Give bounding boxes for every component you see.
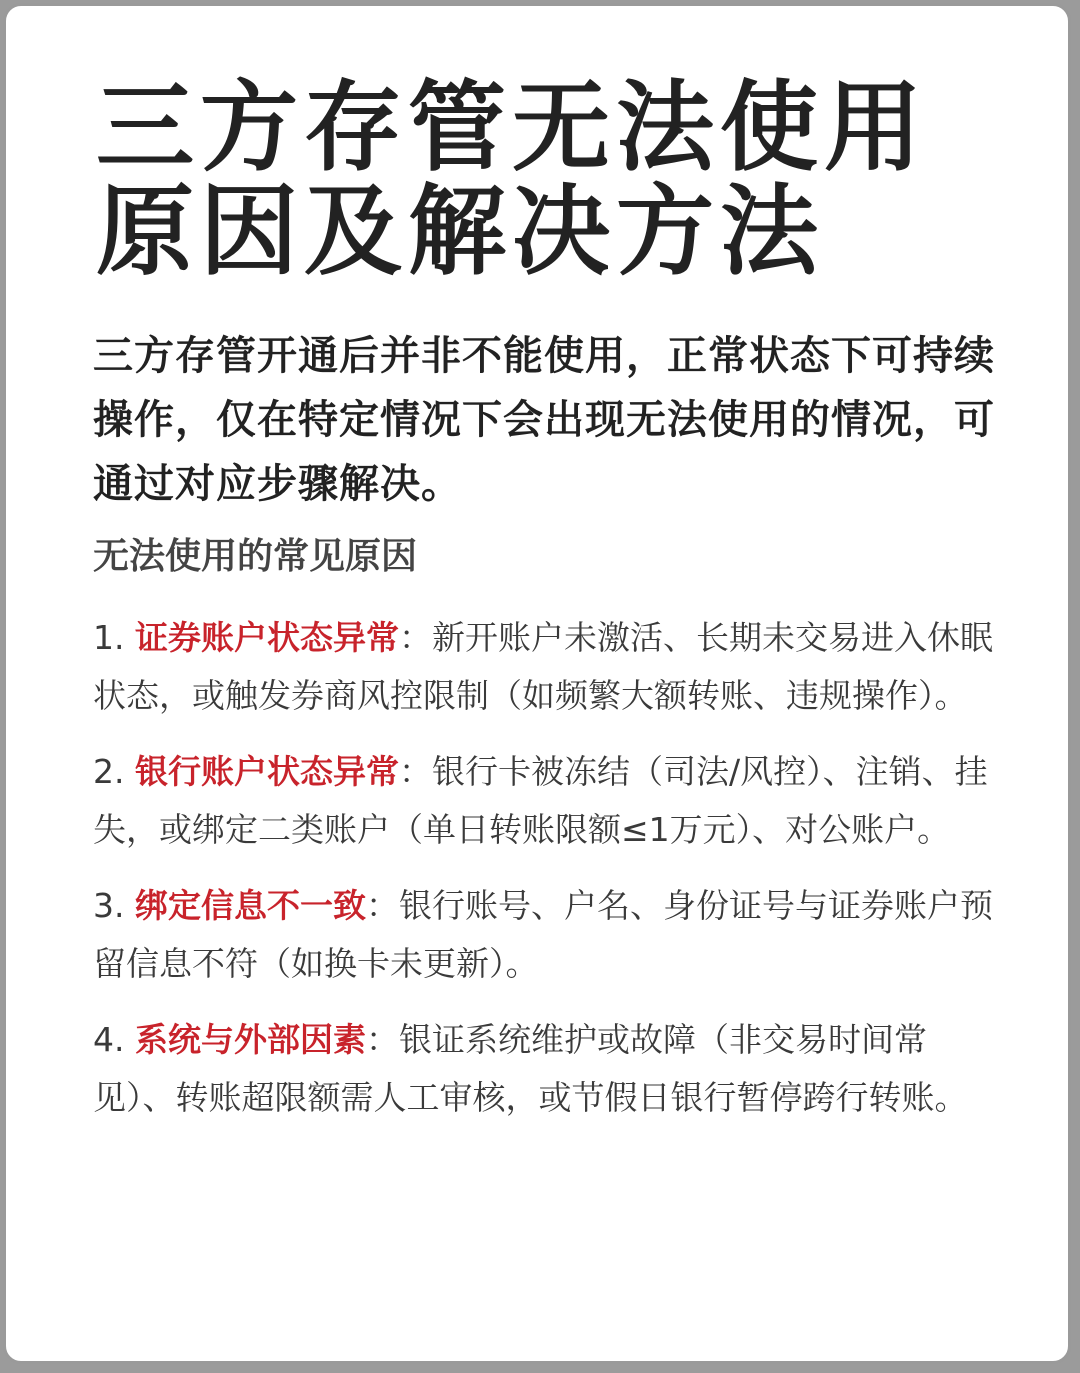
item-number: 2. (93, 752, 125, 791)
item-separator: ： (399, 618, 432, 657)
list-item (93, 877, 1003, 993)
title-line-2: 原因及解决方法 (96, 175, 825, 289)
document-card (3, 3, 1071, 1364)
item-separator: ： (399, 752, 432, 791)
page-title (96, 71, 996, 289)
item-number: 4. (93, 1020, 125, 1059)
intro-paragraph: 三方存管开通后并非不能使用，正常状态下可持续操作，仅在特定情况下会出现无法使用的情况，可通过对应步骤解决。 (93, 333, 995, 507)
item-key-phrase: 绑定信息不一致 (135, 886, 366, 925)
item-text: 新开账户未激活、长期未交易进入休眠状态，或触发券商风控限制（如频繁大额转账、违规操作）。 (93, 618, 993, 715)
item-number: 3. (93, 886, 125, 925)
item-text: 银行卡被冻结（司法/风控）、注销、挂失，或绑定二类账户（单日转账限额≤1万元）、对公账户。 (93, 752, 988, 849)
section-heading: 无法使用的常见原因 (93, 536, 418, 577)
item-text: 银证系统维护或故障（非交易时间常见）、转账超限额需人工审核，或节假日银行暂停跨行转账。 (93, 1020, 968, 1117)
list-item (93, 609, 1003, 725)
list-item (93, 743, 1003, 859)
reason-list (93, 609, 1003, 1145)
item-separator: ： (366, 1020, 399, 1059)
item-number: 1. (93, 618, 125, 657)
item-separator: ： (366, 886, 399, 925)
item-text: 银行账号、户名、身份证号与证券账户预留信息不符（如换卡未更新）。 (93, 886, 993, 983)
list-item (93, 1011, 1003, 1127)
item-key-phrase: 系统与外部因素 (135, 1020, 366, 1059)
title-line-1: 三方存管无法使用 (96, 71, 929, 185)
item-key-phrase: 银行账户状态异常 (135, 752, 399, 791)
item-key-phrase: 证券账户状态异常 (135, 618, 399, 657)
